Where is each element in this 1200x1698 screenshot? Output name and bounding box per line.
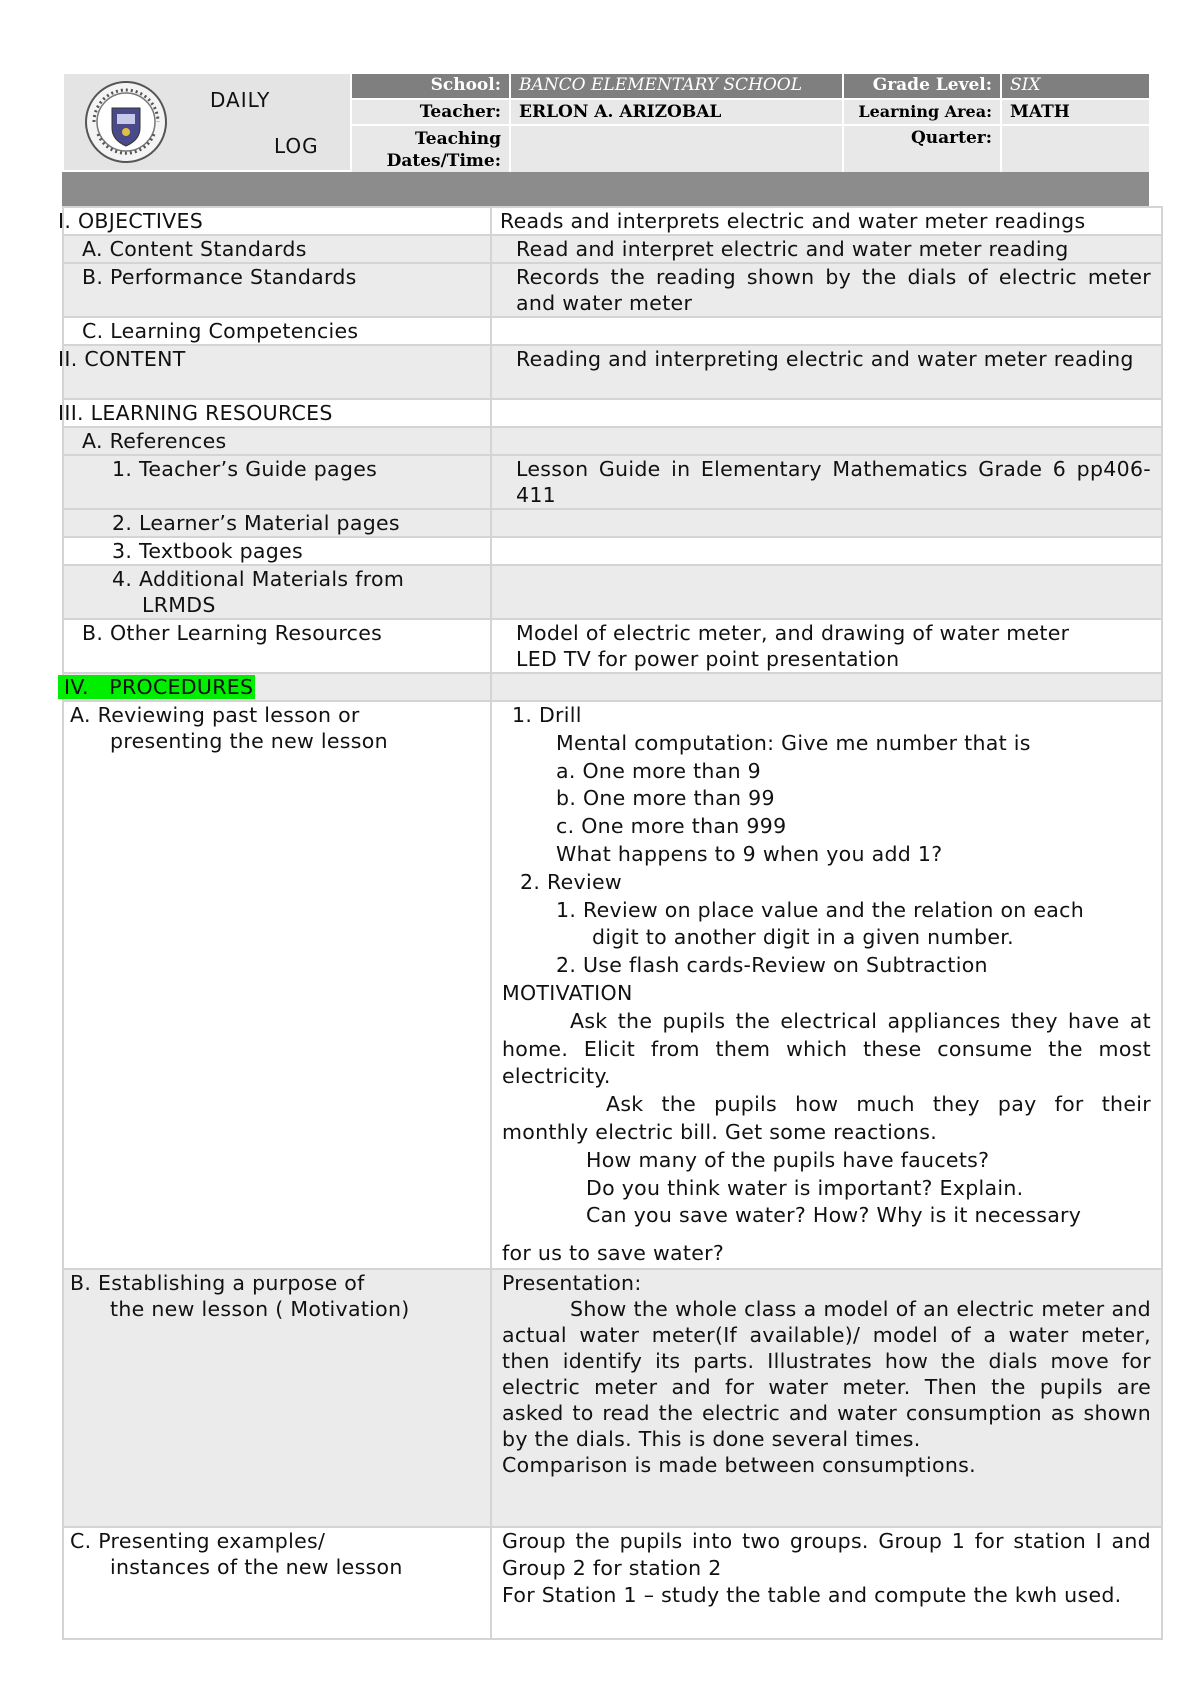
proc-b-label-line1: B. Establishing a purpose of [70,1270,365,1295]
title-log: LOG [274,134,319,158]
school-value: BANCO ELEMENTARY SCHOOL [511,74,842,98]
content-label-text: II. CONTENT [58,347,186,371]
proc-b-label-line2: the new lesson ( Motivation) [110,1296,410,1321]
table-row [63,455,1162,509]
table-row [63,399,1162,427]
teachers-guide-value: Lesson Guide in Elementary Mathematics Grade 6 pp406-411 [491,455,1162,509]
motivation-paragraph-1: Ask the pupils the electrical appliances they have at home. Elicit from them which these consume the most electricity. [502,1008,1151,1089]
review-item-1-cont: digit to another digit in a given number. [592,925,1014,950]
proc-a-label-line1: A. Reviewing past lesson or [70,703,360,727]
table-row [63,235,1162,263]
table-row [63,537,1162,565]
teacher-value: ERLON A. ARIZOBAL [511,100,842,124]
performance-standards-value: Records the reading shown by the dials of electric meter and water meter [491,263,1162,317]
teacher-label: Teacher: [352,100,509,124]
objectives-label [58,207,491,235]
table-row [63,509,1162,537]
drill-option-b: b. One more than 99 [556,786,775,811]
header-block [62,74,1149,172]
objectives-value: Reads and interprets electric and water meter readings [491,207,1162,235]
review-item-1: 1. Review on place value and the relation on each [556,897,1085,922]
references-value [491,427,1162,455]
procedures-label [63,673,491,701]
proc-c-body-2: For Station 1 – study the table and compute the kwh used. [502,1582,1122,1607]
table-row [63,1269,1162,1527]
review-heading: 2. Review [520,869,622,894]
table-row [63,345,1162,399]
title-daily: DAILY [210,88,271,112]
proc-b-value [491,1269,1162,1527]
additional-materials-line1: 4. Additional Materials from [112,567,405,591]
table-row [63,263,1162,317]
table-row [63,207,1162,235]
procedures-text: PROCEDURES [109,675,254,699]
learning-competencies-label: C. Learning Competencies [63,317,491,345]
motivation-question-2: Do you think water is important? Explain. [586,1175,1024,1200]
other-resources-label: B. Other Learning Resources [63,619,491,673]
table-row [63,427,1162,455]
table-row [63,673,1162,701]
procedures-value [491,673,1162,701]
presentation-body: Show the whole class a model of an electric meter and actual water meter(If available)/ model of a water meter, then identify its parts. Illustrates how the dials move for electric meter and for water meter. Then the pupils are asked to read the electric and water consumption as shown by the dials. This is done several times. [502,1296,1151,1451]
learning-resources-label [58,399,491,427]
proc-b-label [63,1269,491,1527]
drill-option-a: a. One more than 9 [556,758,762,783]
references-label: A. References [63,427,491,455]
logo-cell [64,74,350,170]
proc-c-label [63,1527,491,1639]
proc-a-value [491,701,1162,1269]
drill-option-c: c. One more than 999 [556,814,787,839]
performance-standards-label: B. Performance Standards [63,263,491,317]
content-standards-value: Read and interpret electric and water meter reading [491,235,1162,263]
motivation-question-3: Can you save water? How? Why is it necessary [586,1203,1082,1228]
procedures-num: IV. [64,675,89,699]
teaching-dates-label-line2: Dates/Time: [386,151,501,171]
learning-competencies-value [491,317,1162,345]
learners-material-value [491,509,1162,537]
teaching-dates-value [511,126,842,172]
quarter-value [1002,126,1149,172]
motivation-question-3-cont: for us to save water? [502,1241,725,1266]
proc-a-label-line2: presenting the new lesson [110,729,388,753]
additional-materials-line2: LRMDS [142,593,216,617]
proc-c-label-line2: instances of the new lesson [110,1554,403,1579]
content-value: Reading and interpreting electric and water meter reading [491,345,1162,399]
proc-a-label [63,701,491,1269]
content-label [58,345,491,399]
teachers-guide-label: 1. Teacher’s Guide pages [63,455,491,509]
textbook-value [491,537,1162,565]
teaching-dates-label-line1: Teaching [415,129,501,149]
textbook-label: 3. Textbook pages [63,537,491,565]
table-row [63,317,1162,345]
other-resources-line1: Model of electric meter, and drawing of water meter [516,621,1070,645]
motivation-paragraph-2: Ask the pupils how much they pay for their monthly electric bill. Get some reactions. [502,1092,1151,1144]
motivation-question-1: How many of the pupils have faucets? [586,1147,990,1172]
content-standards-label: A. Content Standards [63,235,491,263]
presentation-heading: Presentation: [502,1270,642,1295]
lesson-log-table [58,206,1163,1640]
other-resources-line2: LED TV for power point presentation [516,647,900,671]
procedures-highlight [58,675,255,699]
review-item-2: 2. Use flash cards-Review on Subtraction [556,953,988,978]
grade-level-label: Grade Level: [844,74,1000,98]
proc-c-label-line1: C. Presenting examples/ [70,1528,326,1553]
learning-area-label: Learning Area: [844,100,1000,124]
additional-materials-value [491,565,1162,619]
objectives-label-text: I. OBJECTIVES [58,209,204,233]
motivation-heading: MOTIVATION [502,980,633,1005]
deped-seal-icon [84,80,168,164]
table-row [63,701,1162,1269]
learners-material-label: 2. Learner’s Material pages [63,509,491,537]
table-row [63,565,1162,619]
teaching-dates-label [352,126,509,172]
drill-question: What happens to 9 when you add 1? [556,841,943,866]
learning-area-value: MATH [1002,100,1149,124]
school-label: School: [352,74,509,98]
drill-heading: 1. Drill [512,703,582,727]
proc-c-body-1: Group the pupils into two groups. Group 1 for station I and Group 2 for station 2 [502,1528,1151,1580]
header-divider-bar [62,172,1149,206]
quarter-label: Quarter: [844,126,1000,172]
mental-computation: Mental computation: Give me number that is [556,730,1031,755]
presentation-comparison: Comparison is made between consumptions. [502,1452,976,1477]
other-resources-value [491,619,1162,673]
table-row [63,1527,1162,1639]
additional-materials-label [63,565,491,619]
grade-level-value: SIX [1002,74,1149,98]
learning-resources-label-text: III. LEARNING RESOURCES [58,401,333,425]
proc-c-value [491,1527,1162,1639]
learning-resources-value [491,399,1162,427]
table-row [63,619,1162,673]
